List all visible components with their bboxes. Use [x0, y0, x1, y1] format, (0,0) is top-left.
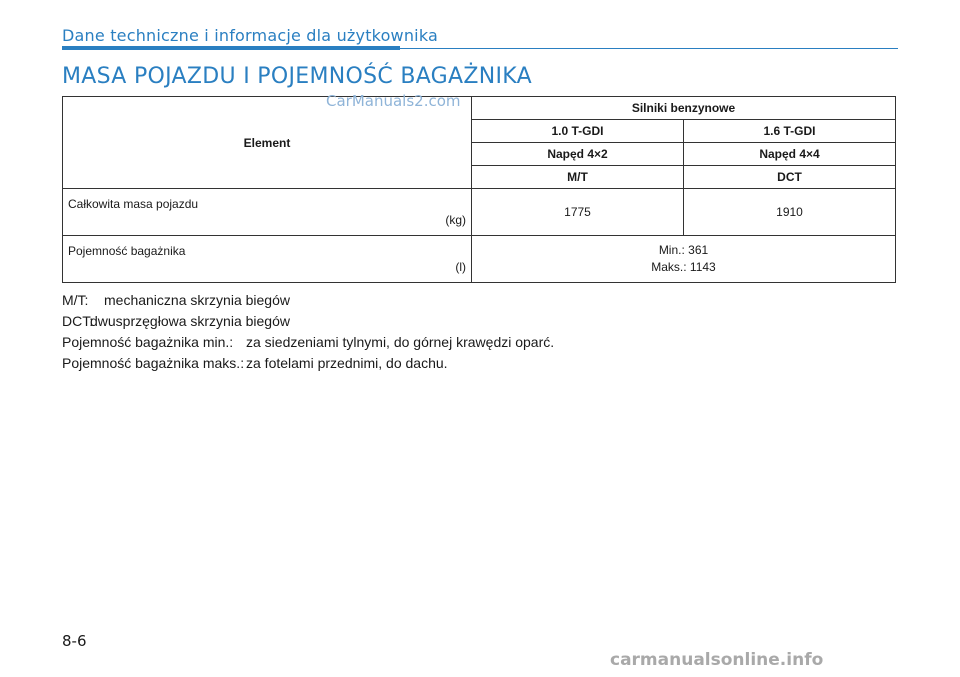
- value-cell: [472, 236, 896, 283]
- row-label: Całkowita masa pojazdu: [68, 197, 199, 211]
- row-unit: (kg): [445, 213, 466, 227]
- watermark-bottom: carmanualsonline.info: [610, 650, 824, 670]
- note-term: Pojemność bagażnika maks.:: [62, 355, 245, 371]
- header-rule-thin: [400, 48, 898, 50]
- table-row: [63, 236, 896, 283]
- watermark-top: CarManuals2.com: [326, 92, 461, 110]
- note-item: [62, 290, 554, 311]
- row-unit: (l): [455, 260, 466, 274]
- row-label-cell: [63, 236, 472, 283]
- note-desc: dwusprzęgłowa skrzynia biegów: [90, 313, 290, 329]
- note-desc: za siedzeniami tylnymi, do górnej krawędzi oparć.: [246, 334, 555, 350]
- header-rule-thick: [62, 46, 400, 50]
- page-number: 8-6: [62, 632, 87, 650]
- note-desc: za fotelami przednimi, do dachu.: [246, 355, 448, 371]
- header-title: Dane techniczne i informacje dla użytkownika: [62, 26, 439, 45]
- note-term: M/T:: [62, 292, 89, 308]
- note-item: [62, 332, 554, 353]
- table-row: [63, 189, 896, 236]
- capacity-max: Maks.: 1143: [651, 260, 716, 274]
- spec-table: [62, 96, 896, 283]
- drive-header-2: Napęd 4×4: [684, 143, 896, 166]
- note-desc: mechaniczna skrzynia biegów: [104, 292, 290, 308]
- note-term: DCT:: [62, 313, 94, 329]
- engine-header-2: 1.6 T-GDI: [684, 120, 896, 143]
- note-item: [62, 353, 554, 374]
- drive-header-1: Napęd 4×2: [472, 143, 684, 166]
- value-cell: 1775: [472, 189, 684, 236]
- row-label-cell: [63, 189, 472, 236]
- row-label: Pojemność bagażnika: [68, 244, 186, 258]
- notes-list: [62, 290, 554, 374]
- engine-header-1: 1.0 T-GDI: [472, 120, 684, 143]
- engine-group-header: Silniki benzynowe: [472, 97, 896, 120]
- note-term: Pojemność bagażnika min.:: [62, 334, 234, 350]
- transmission-header-2: DCT: [684, 166, 896, 189]
- section-title: MASA POJAZDU I POJEMNOŚĆ BAGAŻNIKA: [62, 64, 532, 89]
- note-item: [62, 311, 554, 332]
- transmission-header-1: M/T: [472, 166, 684, 189]
- element-header: Element: [63, 97, 472, 189]
- capacity-min: Min.: 361: [658, 243, 709, 257]
- value-cell: 1910: [684, 189, 896, 236]
